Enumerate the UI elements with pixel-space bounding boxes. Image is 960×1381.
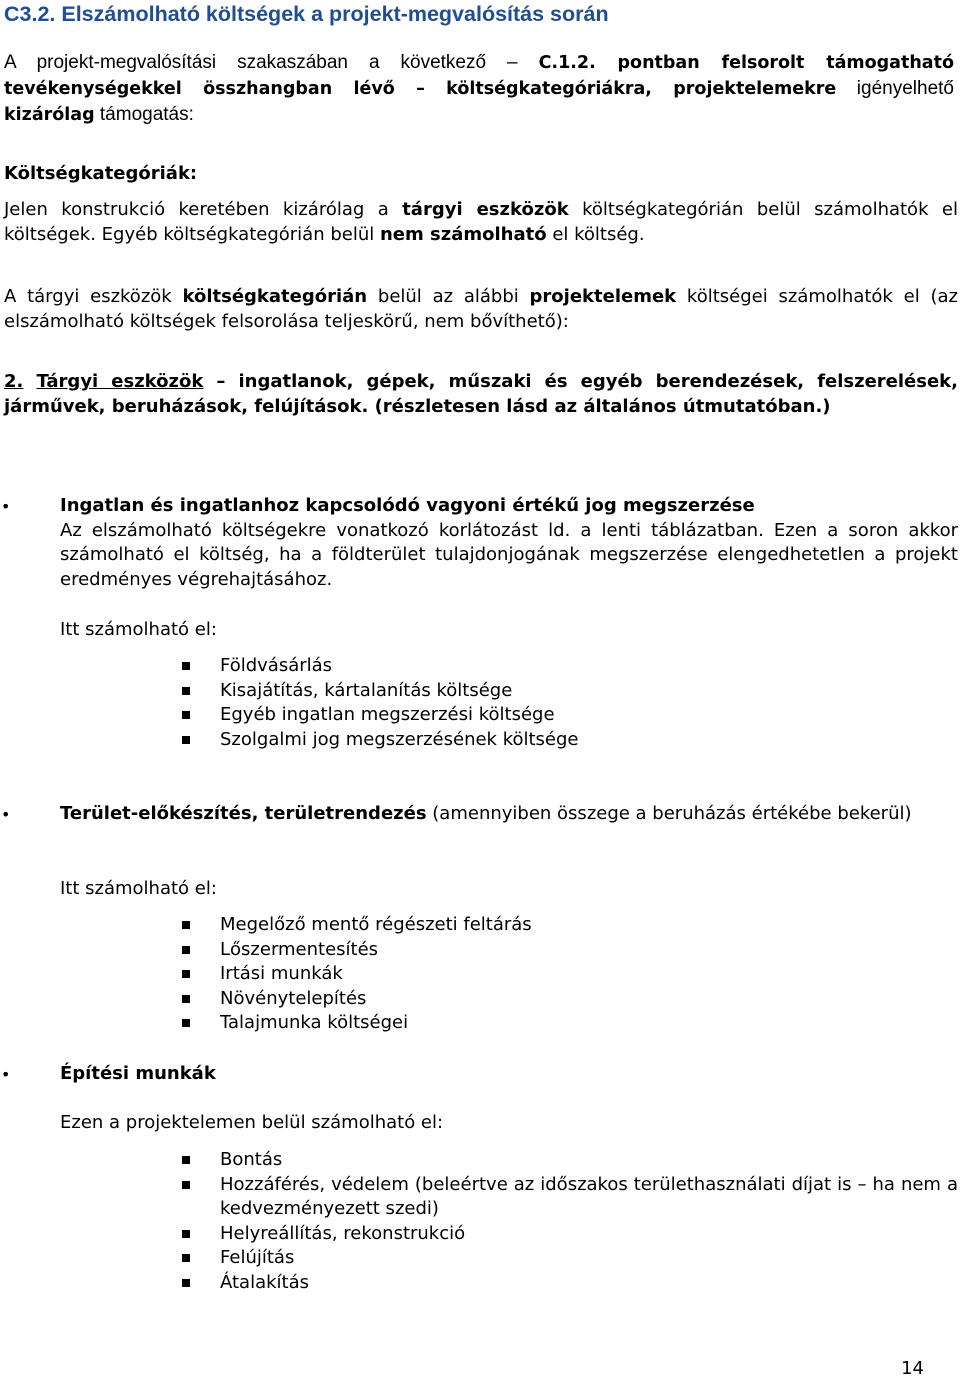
categories-heading: Költségkategóriák: — [4, 163, 198, 184]
bullet-title: Terület-előkészítés, területrendezés — [60, 803, 427, 824]
intro-kizarolag: kizárólag — [4, 105, 95, 125]
square-bullet-icon — [182, 736, 190, 744]
list-item: Szolgalmi jog megszerzésének költsége — [182, 728, 958, 753]
list-item: Egyéb ingatlan megszerzési költsége — [182, 703, 958, 728]
bullet-epitesi — [1, 1062, 958, 1087]
categories-paragraph: Jelen konstrukció keretében kizárólag a tárgyi eszközök költségkategórián belül számolhatók el költségek. Egyéb költségkategórián belül nem számolható el költség. — [4, 199, 959, 245]
list-item: Megelőző mentő régészeti feltárás — [182, 913, 958, 938]
list-item: Átalakítás — [182, 1271, 958, 1296]
square-bullet-icon — [182, 1181, 190, 1189]
bullet-icon: • — [1, 1065, 11, 1084]
bullet-icon: • — [1, 805, 11, 824]
section-heading: C3.2. Elszámolható költségek a projekt-megvalósítás során — [4, 2, 609, 26]
bullet-title: Ingatlan és ingatlanhoz kapcsolódó vagyoni értékű jog megszerzése — [60, 495, 755, 516]
list-terulet — [182, 913, 958, 1036]
square-bullet-icon — [182, 1230, 190, 1238]
list-item: Lőszermentesítés — [182, 938, 958, 963]
list-epitesi — [182, 1148, 958, 1296]
list-ingatlan — [182, 654, 958, 752]
square-bullet-icon — [182, 1156, 190, 1164]
bullet-title: Építési munkák — [60, 1063, 216, 1084]
list-item: Helyreállítás, rekonstrukció — [182, 1222, 958, 1247]
square-bullet-icon — [182, 662, 190, 670]
label-itt-1: Itt számolható el: — [60, 619, 217, 640]
square-bullet-icon — [182, 921, 190, 929]
list-item: Földvásárlás — [182, 654, 958, 679]
square-bullet-icon — [182, 1254, 190, 1262]
square-bullet-icon — [182, 995, 190, 1003]
bullet-ingatlan — [1, 494, 958, 592]
square-bullet-icon — [182, 1019, 190, 1027]
list-item: Bontás — [182, 1148, 958, 1173]
label-itt-2: Itt számolható el: — [60, 878, 217, 899]
list-item: Kisajátítás, kártalanítás költsége — [182, 679, 958, 704]
intro-paragraph: A projekt-megvalósítási szakaszában a következő – C.1.2. pontban felsorolt támogatható tevékenységekkel összhangban lévő – költségkategóriákra, projektelemekre igényelhető kizárólag támogatás: — [4, 52, 954, 125]
bullet-terulet: • Terület-előkészítés, területrendezés (amennyiben összege a beruházás értékébe bekerül) — [4, 802, 958, 827]
page-number: 14 — [901, 1358, 924, 1379]
square-bullet-icon — [182, 970, 190, 978]
list-item: Felújítás — [182, 1246, 958, 1271]
bullet-icon: • — [1, 497, 11, 516]
list-item: Talajmunka költségei — [182, 1011, 958, 1036]
list-item: Növénytelepítés — [182, 987, 958, 1012]
bullet-text: Az elszámolható költségekre vonatkozó korlátozást ld. a lenti táblázatban. Ezen a soron akkor számolható el költség, ha a földterület tulajdonjogának megszerzése elengedhetetlen a projekt eredményes végrehajtásához. — [60, 519, 958, 590]
square-bullet-icon — [182, 946, 190, 954]
intro-reference: C.1.2. pontban felsorolt támogatható tevékenységekkel összhangban lévő – költségkategóriákra, projektelemekre — [4, 53, 954, 99]
square-bullet-icon — [182, 711, 190, 719]
label-projektelem: Ezen a projektelemen belül számolható el: — [60, 1112, 444, 1133]
list-item: Hozzáférés, védelem (beleértve az időszakos területhasználati díjat is – ha nem a kedvezményezett szedi) — [182, 1173, 958, 1222]
square-bullet-icon — [182, 687, 190, 695]
list-item: Irtási munkák — [182, 962, 958, 987]
project-elements-paragraph: A tárgyi eszközök költségkategórián belül az alábbi projektelemek költségei számolhatók el (az elszámolható költségek felsorolása teljeskörű, nem bővíthető): — [4, 286, 958, 332]
section-2-heading: 2. Tárgyi eszközök – ingatlanok, gépek, műszaki és egyéb berendezések, felszerelések, járművek, beruházások, felújítások. (részletesen lásd az általános útmutatóban.) — [4, 371, 958, 417]
square-bullet-icon — [182, 1279, 190, 1287]
